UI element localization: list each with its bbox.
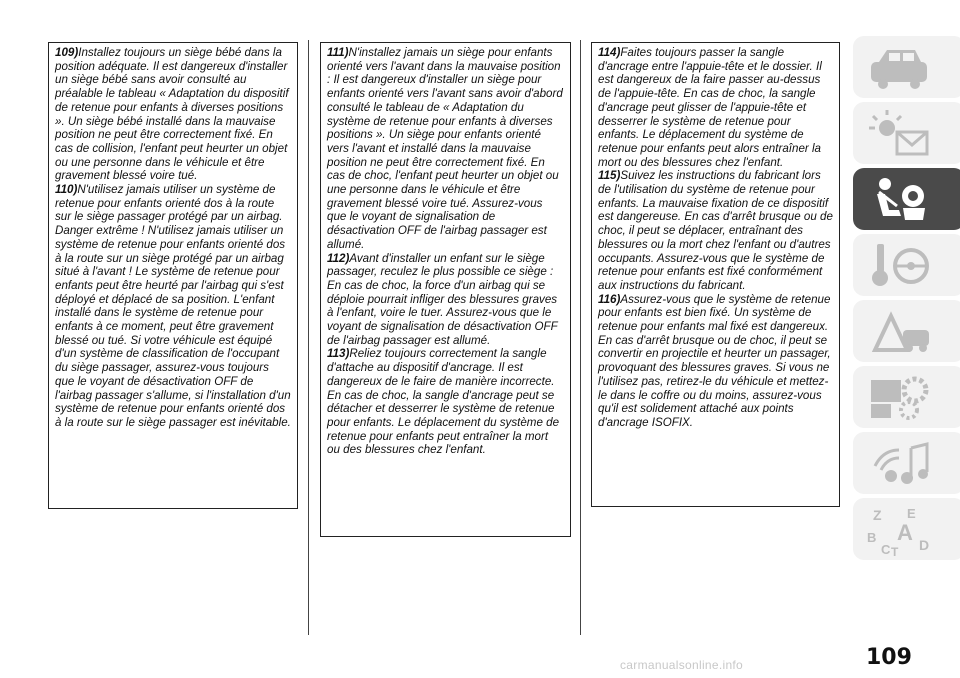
warning-note [598, 293, 833, 430]
note-text: N'installez jamais un siège pour enfants orienté vers l'avant dans la mauvaise position : Il est dangereux d'installer un siège pour enfants orienté vers l'avant sans avoir d'abord consulté le tableau de « Adaptation du système de retenue pour enfants à diverses positions ». Un siège pour enfants orienté vers l'avant et installé dans la mauvaise position ne peut être correctement fixé. En cas de choc, l'enfant peut heurter un objet ou une personne dans le véhicule et être gravement blessé voire tué. Assurez-vous que le voyant de signalisation de désactivation OFF de l'airbag passager est allumé. [327, 46, 563, 251]
warning-note [55, 46, 291, 183]
tab-index[interactable] [853, 498, 960, 560]
index-letter: C [881, 542, 891, 557]
alphabetical-index-icon [863, 502, 943, 557]
note-text: N'utilisez jamais utiliser un système de retenue pour enfants orienté dos à la route sur le siège passager protégé par un airbag. Danger extrême ! N'utilisez jamais utiliser un système de retenue pour enfants orienté dos à la route sur un siège protégé par un airbag situé à l'avant ! Le système de retenue pour enfants peut être heurté par l'airbag qui s'est déployé et déplacé de sa position. L'enfant installé dans le système de retenue pour enfants à ce moment, peut être gravement blessé ou tué. Si votre véhicule est équipé d'un système de classification de l'occupant du siège passager, assurez-vous toujours que le voyant de désactivation OFF de l'airbag passager s'allume, si l'installation d'un système de retenue pour enfants orienté dos à la route sur le siège passager est inévitable. [55, 183, 291, 429]
note-text: Installez toujours un siège bébé dans la position adéquate. Il est dangereux d'installer un siège bébé sans avoir consulté au préalable le tableau « Adaptation du dispositif de retenue pour enfants à diverses positions ». Un siège bébé installé dans la mauvaise position ne peut être correctement fixé. En cas de collision, l'enfant peut heurter un objet ou une personne dans le véhicule et être gravement blessé voire tué. [55, 46, 289, 183]
index-letter: Z [873, 507, 882, 523]
tab-multimedia[interactable] [853, 432, 960, 494]
column-divider [308, 40, 309, 635]
note-number: 110) [55, 183, 78, 197]
index-letter: D [919, 537, 930, 553]
tab-emergency[interactable] [853, 300, 960, 362]
note-text: Reliez toujours correctement la sangle d'attache au dispositif d'ancrage. Il est dangereux de le faire de manière incorrecte. En cas de choc, la sangle d'ancrage peut se détacher et desserrer le système de retenue pour enfants. Le déplacement du système de retenue pour enfants peut entraîner la mort ou des blessures chez l'enfant. [327, 347, 560, 457]
tab-safety[interactable] [853, 168, 960, 230]
warning-notes-column-2 [320, 42, 571, 537]
key-steering-wheel-icon [863, 238, 943, 293]
warning-note [327, 347, 564, 457]
note-number: 112) [327, 251, 350, 265]
warning-note [55, 183, 291, 430]
warning-note [327, 252, 564, 348]
multimedia-icon [863, 436, 943, 491]
note-text: Faites toujours passer la sangle d'ancrage entre l'appuie-tête et le dossier. Il est dangereux de la faire passer au-dessus de l'appuie-tête. En cas de choc, la sangle d'ancrage peut glisser de l'appuie-tête et desserrer le système de retenue pour enfants. Le déplacement du système de retenue pour enfants peut alors entraîner la mort ou des blessures chez l'enfant. [598, 46, 822, 169]
column-divider [580, 40, 581, 635]
tab-warning-lights[interactable] [853, 102, 960, 164]
tab-starting-driving[interactable] [853, 234, 960, 296]
tab-vehicle[interactable] [853, 36, 960, 98]
index-letter: A [897, 520, 913, 545]
note-number: 113) [327, 347, 350, 361]
warning-note [327, 46, 564, 252]
note-number: 116) [598, 292, 621, 306]
warning-note [598, 169, 833, 292]
note-text: Assurez-vous que le système de retenue pour enfants est bien fixé. Un système de retenue pour enfants mal fixé est dangereux. En cas d'arrêt brusque ou de choc, il peut se convertir en projectile et heurter un passager, provoquant des blessures graves. Si vous ne l'utilisez pas, retirez-le du véhicule et mettez-le dans le coffre ou du moins, assurez-vous qu'il est solidement attaché aux points d'ancrage ISOFIX. [598, 292, 831, 429]
watermark: carmanualsonline.info [620, 658, 744, 672]
warning-lights-icon [863, 106, 943, 161]
note-number: 114) [598, 46, 621, 59]
note-text: Avant d'installer un enfant sur le siège passager, reculez le plus possible ce siège : En cas de choc, la force d'un airbag qui se déploie pourrait infliger des blessures graves à l'enfant, voire le tuer. Assurez-vous que le voyant de signalisation de désactivation OFF de l'airbag passager est allumé. [327, 251, 558, 347]
tab-maintenance[interactable] [853, 366, 960, 428]
index-letter: B [867, 530, 877, 545]
note-text: Suivez les instructions du fabricant lors de l'utilisation du système de retenue pour enfants. La mauvaise fixation de ce dispositif est dangereuse. En cas d'arrêt brusque ou de choc, il peut se déplacer, entraînant des blessures ou la mort chez l'enfant ou d'autres occupants. Assurez-vous que le système de retenue pour enfants est fixé conformément aux instructions du fabricant. [598, 169, 833, 292]
warning-note [598, 46, 833, 169]
note-number: 115) [598, 169, 621, 183]
page-number: 109 [866, 645, 912, 670]
note-number: 111) [327, 46, 349, 59]
seat-safety-icon [863, 172, 943, 227]
note-number: 109) [55, 46, 79, 59]
warning-notes-column-3 [591, 42, 840, 507]
maintenance-gears-icon [863, 370, 943, 425]
car-icon [863, 40, 943, 95]
index-letter: T [891, 545, 899, 557]
roadside-emergency-icon [863, 304, 943, 359]
warning-notes-column-1 [48, 42, 298, 509]
index-letter: E [907, 506, 916, 521]
